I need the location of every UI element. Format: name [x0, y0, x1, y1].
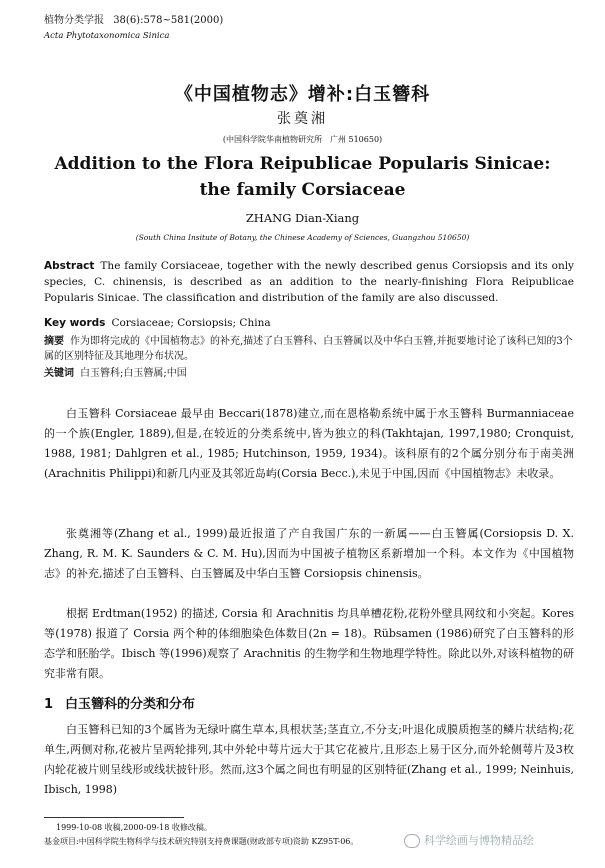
body-paragraph-3: 根据 Erdtman(1952) 的描述, Corsia 和 Arachnitis 均具单槽花粉,花粉外壁具网纹和小突起。Kores 等(1978) 报道了 Corsia 两个种的体细胞染色体数目(2n = 18)。Rübsamen (1986)研究了白玉簪科的形态学和胚胎学。Ibisch 等(1996)观察了 Arachnitis 的生物学和生物地理学特性。除此以外,对该科植物的研究非常有限。 — [44, 607, 574, 680]
keywords-zh-text: 白玉簪科;白玉簪属;中国 — [80, 368, 187, 379]
journal-name-en: Acta Phytotaxonomica Sinica — [44, 31, 170, 41]
wechat-icon — [404, 834, 420, 848]
author-zh: 张奠湘 — [277, 111, 328, 127]
keywords-zh-label: 关键词 — [44, 368, 74, 379]
affiliation-en: (South China Insitute of Botany, the Chinese Academy of Sciences, Guangzhou 510650) — [135, 233, 470, 242]
abstract-zh — [44, 334, 574, 364]
title-en-line2: the family Corsiaceae — [199, 180, 406, 200]
affiliation-zh: (中国科学院华南植物研究所 广州 510650) — [222, 135, 383, 144]
abstract-label: Abstract — [44, 260, 95, 272]
section-heading-1 — [44, 693, 195, 712]
journal-issue: 38(6):578~581(2000) — [113, 15, 224, 26]
abstract — [44, 258, 574, 306]
abstract-text: The family Corsiaceae, together with the newly described genus Corsiopsis and its only species, C. chinensis, is described as an addition to the nearly-finishing Flora Reipublicae Popularis Sinicae. The classification and distribution of the family are also discussed. — [44, 260, 574, 304]
journal-header — [44, 14, 223, 27]
keywords-text: Corsiaceae; Corsiopsis; China — [111, 317, 271, 329]
footnote-dates: 1999-10-08 收稿,2000-09-18 收修改稿。 — [56, 823, 212, 832]
footnote-funding: 基金项目:中国科学院生物科学与技术研究特别支持费课题(财政部专项)资助 KZ95T-06。 — [44, 837, 359, 846]
abstract-zh-label: 摘要 — [44, 336, 64, 347]
section-number: 1 — [44, 697, 54, 712]
author-en: ZHANG Dian-Xiang — [245, 211, 360, 225]
keywords-label: Key words — [44, 317, 106, 329]
keywords — [44, 315, 574, 331]
section1-paragraph: 白玉簪科已知的3个属皆为无绿叶腐生草本,具根状茎;茎直立,不分支;叶退化成膜质抱茎的鳞片状结构;花单生,两侧对称,花被片呈两轮排列,其中外轮中萼片远大于其它花被片,且形态上易于区分,而外轮侧萼片及3枚内轮花被片则呈线形或线状披针形。然而,这3个属之间也有明显的区别特征(Zhang et al., 1999; Neinhuis, Ibisch, 1998) — [44, 723, 574, 796]
section-title: 白玉簪科的分类和分布 — [65, 697, 196, 712]
title-en-line1: Addition to the Flora Reipublicae Popularis Sinicae: — [54, 154, 551, 174]
abstract-zh-text: 作为即将完成的《中国植物志》的补充,描述了白玉簪科、白玉簪属以及中华白玉簪,并扼要地讨论了该科已知的3个属的区别特征及其地理分布状况。 — [44, 336, 573, 362]
body-paragraph-2: 张奠湘等(Zhang et al., 1999)最近报道了产自我国广东的一新属——白玉簪属(Corsiopsis D. X. Zhang, R. M. K. Saunders & C. M. Hu),因而为中国被子植物区系新增加一个科。本文作为《中国植物志》的补充,描述了白玉簪科、白玉簪属及中华白玉簪 Corsiopsis chinensis。 — [44, 527, 574, 580]
footnote-rule — [44, 817, 184, 818]
journal-name-zh: 植物分类学报 — [44, 15, 104, 26]
keywords-zh — [44, 366, 574, 382]
title-zh: 《中国植物志》增补:白玉簪科 — [174, 84, 431, 105]
watermark — [404, 832, 534, 848]
body-paragraph-1: 白玉簪科 Corsiaceae 最早由 Beccari(1878)建立,而在恩格勒系统中属于水玉簪科 Burmanniaceae 的一个族(Engler, 1889),但是,在较近的分类系统中,皆为独立的科(Takhtajan, 1997,1980; Cronquist, 1988, 1981; Dahlgren et al., 1985; Hutchinson, 1959, 1934)。该科原有的2个属分别分布于南美洲(Arachnitis Philippi)和新几内亚及其邻近岛屿(Corsia Becc.),未见于中国,因而《中国植物志》未收录。 — [44, 407, 574, 480]
watermark-text: 科学绘画与博物精品绘 — [424, 834, 534, 847]
